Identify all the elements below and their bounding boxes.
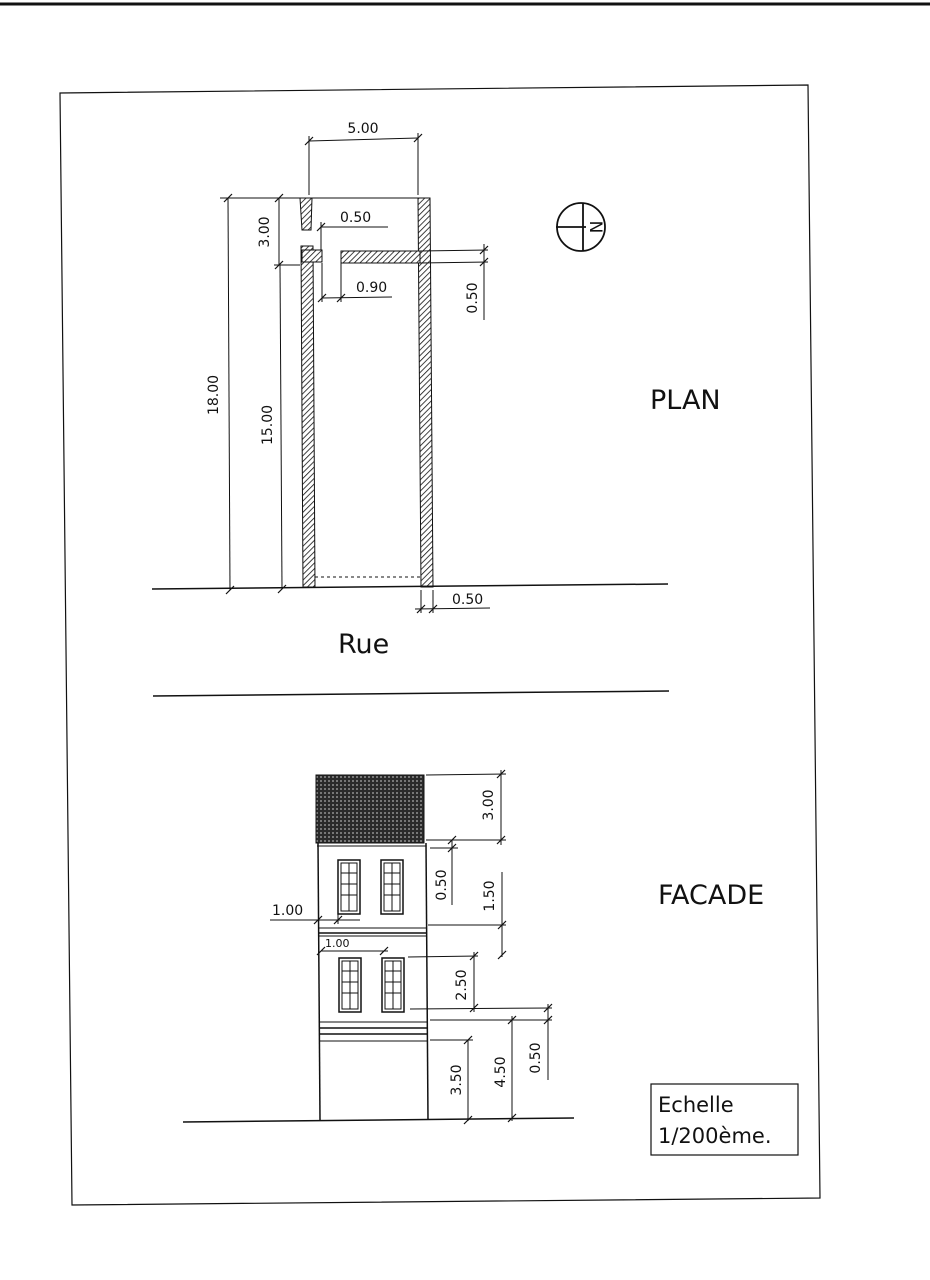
dim-width: 5.00	[347, 121, 379, 137]
plan-view	[152, 121, 721, 696]
dim-roof-height: 3.00	[481, 789, 497, 821]
dim-ground-floor: 3.50	[449, 1064, 465, 1096]
dim-ground-total: 4.50	[493, 1056, 509, 1088]
dim-main-depth: 15.00	[260, 404, 276, 446]
scale-label: Echelle	[658, 1093, 734, 1117]
window-upper-left	[338, 860, 360, 914]
dim-sill-upper: 0.50	[434, 869, 450, 901]
window-lower-left	[339, 958, 361, 1012]
facade-ground-line	[183, 1118, 574, 1122]
facade-roof	[316, 775, 424, 843]
dim-side-wall: 0.50	[452, 592, 484, 608]
drawing-frame	[60, 85, 820, 1205]
plan-cross-wall-left	[302, 250, 322, 262]
street-label: Rue	[338, 629, 390, 660]
dim-floor-middle: 2.50	[454, 969, 470, 1001]
dim-floor-upper: 1.50	[482, 880, 498, 912]
north-arrow-icon	[556, 203, 605, 251]
dim-depth-total: 18.00	[206, 374, 222, 416]
plan-left-wall-rear	[300, 198, 312, 230]
scale-box	[651, 1084, 798, 1155]
plan-cross-wall-right	[341, 251, 420, 263]
dim-band-height: 0.50	[528, 1042, 544, 1074]
dim-window-offset: 1.00	[272, 903, 304, 919]
dim-opening-offset: 0.50	[340, 210, 372, 226]
dim-cross-wall: 0.50	[465, 282, 481, 314]
north-label: N	[585, 220, 605, 234]
window-upper-right	[381, 860, 403, 914]
plan-left-wall	[301, 246, 315, 587]
window-lower-right	[382, 958, 404, 1012]
dim-window-width: 1.00	[325, 937, 350, 950]
dim-opening-width: 0.90	[356, 280, 388, 296]
dim-rear-yard: 3.00	[257, 216, 273, 248]
facade-title: FACADE	[658, 880, 765, 911]
facade-view	[183, 770, 764, 1124]
scale-value: 1/200ème.	[658, 1124, 772, 1148]
plan-title: PLAN	[650, 385, 721, 416]
plan-street-line	[152, 584, 668, 589]
street-lower-line	[153, 691, 669, 696]
